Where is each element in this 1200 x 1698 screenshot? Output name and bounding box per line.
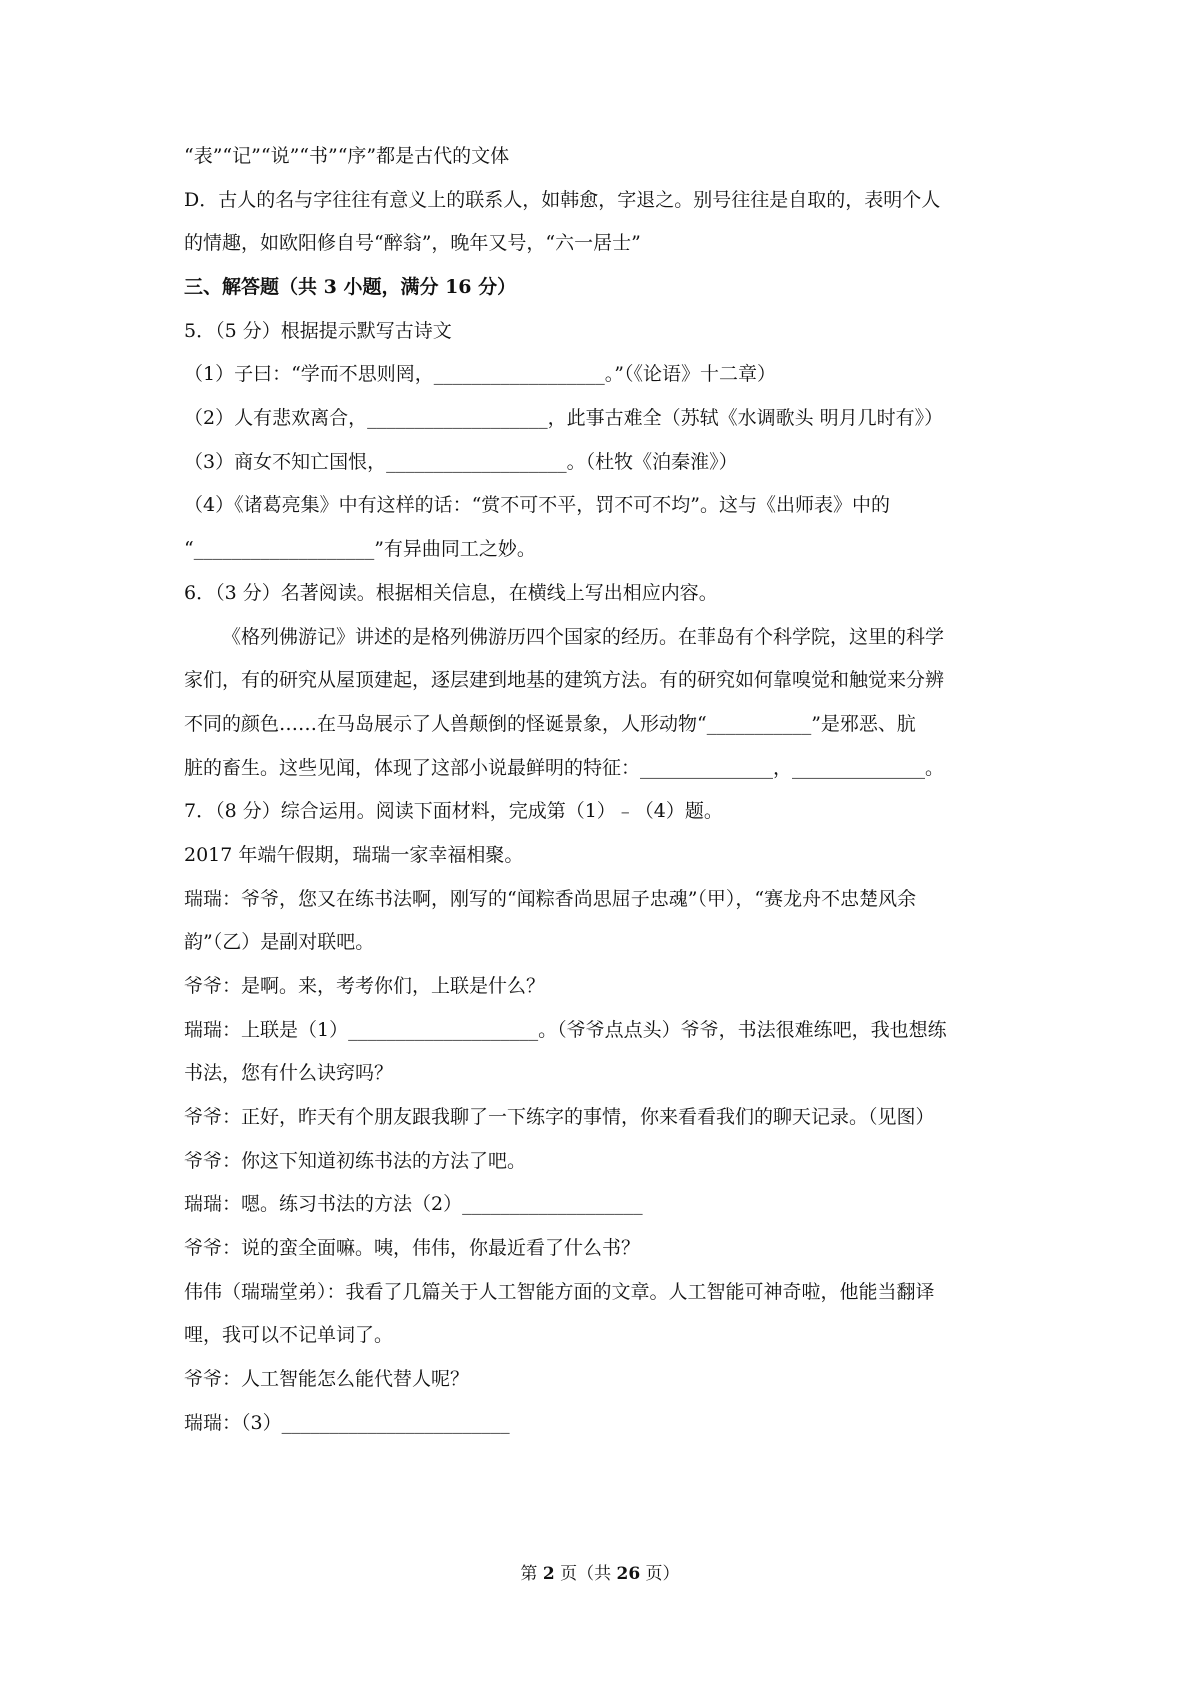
text-line: 的情趣，如欧阳修自号“醉翁”，晚年又号，“六一居士” <box>184 232 641 254</box>
text-line: 瑞瑞：上联是（1）____________________。（爷爷点点头）爷爷，书法很难练吧，我也想练 <box>184 1019 947 1041</box>
text-line: “表”“记”“说”“书”“序”都是古代的文体 <box>184 145 510 167</box>
text-line: D．古人的名与字往往有意义上的联系人，如韩愈，字退之。别号往往是自取的，表明个人 <box>184 189 941 211</box>
text-line: 韵”（乙）是副对联吧。 <box>184 931 375 953</box>
text-line: （1）子曰：“学而不思则罔，__________________。”（《论语》十二章） <box>184 363 777 385</box>
text-line: 不同的颜色……在马岛展示了人兽颠倒的怪诞景象，人形动物“___________”是邪恶、肮 <box>184 713 916 735</box>
question-title: 6．（3 分）名著阅读。根据相关信息，在横线上写出相应内容。 <box>184 582 718 604</box>
question-title: 7．（8 分）综合运用。阅读下面材料，完成第（1）﹣（4）题。 <box>184 800 723 822</box>
footer-page-number: 2 <box>542 1564 555 1584</box>
footer-suffix: 页） <box>640 1564 680 1584</box>
section-heading: 三、解答题（共 3 小题，满分 16 分） <box>184 276 517 298</box>
footer-total-pages: 26 <box>616 1564 641 1584</box>
text-line: 爷爷：说的蛮全面嘛。咦，伟伟，你最近看了什么书？ <box>184 1237 641 1259</box>
text-line: 伟伟（瑞瑞堂弟）：我看了几篇关于人工智能方面的文章。人工智能可神奇啦，他能当翻译 <box>184 1281 935 1303</box>
text-line: 爷爷：人工智能怎么能代替人呢？ <box>184 1368 470 1390</box>
text-line: 书法，您有什么诀窍吗？ <box>184 1062 394 1084</box>
text-line: 爷爷：是啊。来，考考你们，上联是什么？ <box>184 975 546 997</box>
text-line: “___________________”有异曲同工之妙。 <box>184 538 536 560</box>
text-line: 2017 年端午假期，瑞瑞一家幸福相聚。 <box>184 844 524 866</box>
text-line: （4）《诸葛亮集》中有这样的话：“赏不可不平，罚不可不均”。这与《出师表》中的 <box>184 494 891 516</box>
question-title: 5．（5 分）根据提示默写古诗文 <box>184 320 452 342</box>
footer-middle: 页（共 <box>554 1564 617 1584</box>
text-line: 瑞瑞：爷爷，您又在练书法啊，刚写的“闻粽香尚思屈子忠魂”（甲），“赛龙舟不忠楚风余 <box>184 888 917 910</box>
footer-prefix: 第 <box>520 1564 543 1584</box>
text-line: 爷爷：正好，昨天有个朋友跟我聊了一下练字的事情，你来看看我们的聊天记录。（见图） <box>184 1106 935 1128</box>
text-line: （3）商女不知亡国恨，___________________。（杜牧《泊秦淮》） <box>184 451 738 473</box>
text-line: 爷爷：你这下知道初练书法的方法了吧。 <box>184 1150 527 1172</box>
text-line: 瑞瑞：嗯。练习书法的方法（2）___________________ <box>184 1193 643 1215</box>
text-line: 《格列佛游记》讲述的是格列佛游历四个国家的经历。在菲岛有个科学院，这里的科学 <box>222 626 945 648</box>
text-line: 脏的畜生。这些见闻，体现了这部小说最鲜明的特征：______________，______________。 <box>184 757 945 779</box>
text-line: 哩，我可以不记单词了。 <box>184 1324 394 1346</box>
text-line: （2）人有悲欢离合，___________________，此事古难全（苏轼《水调歌头 明月几时有》） <box>184 407 944 429</box>
page-footer <box>0 1562 1200 1586</box>
text-line: 瑞瑞：（3）________________________ <box>184 1412 510 1434</box>
text-line: 家们，有的研究从屋顶建起，逐层建到地基的建筑方法。有的研究如何靠嗅觉和触觉来分辨 <box>184 669 945 691</box>
